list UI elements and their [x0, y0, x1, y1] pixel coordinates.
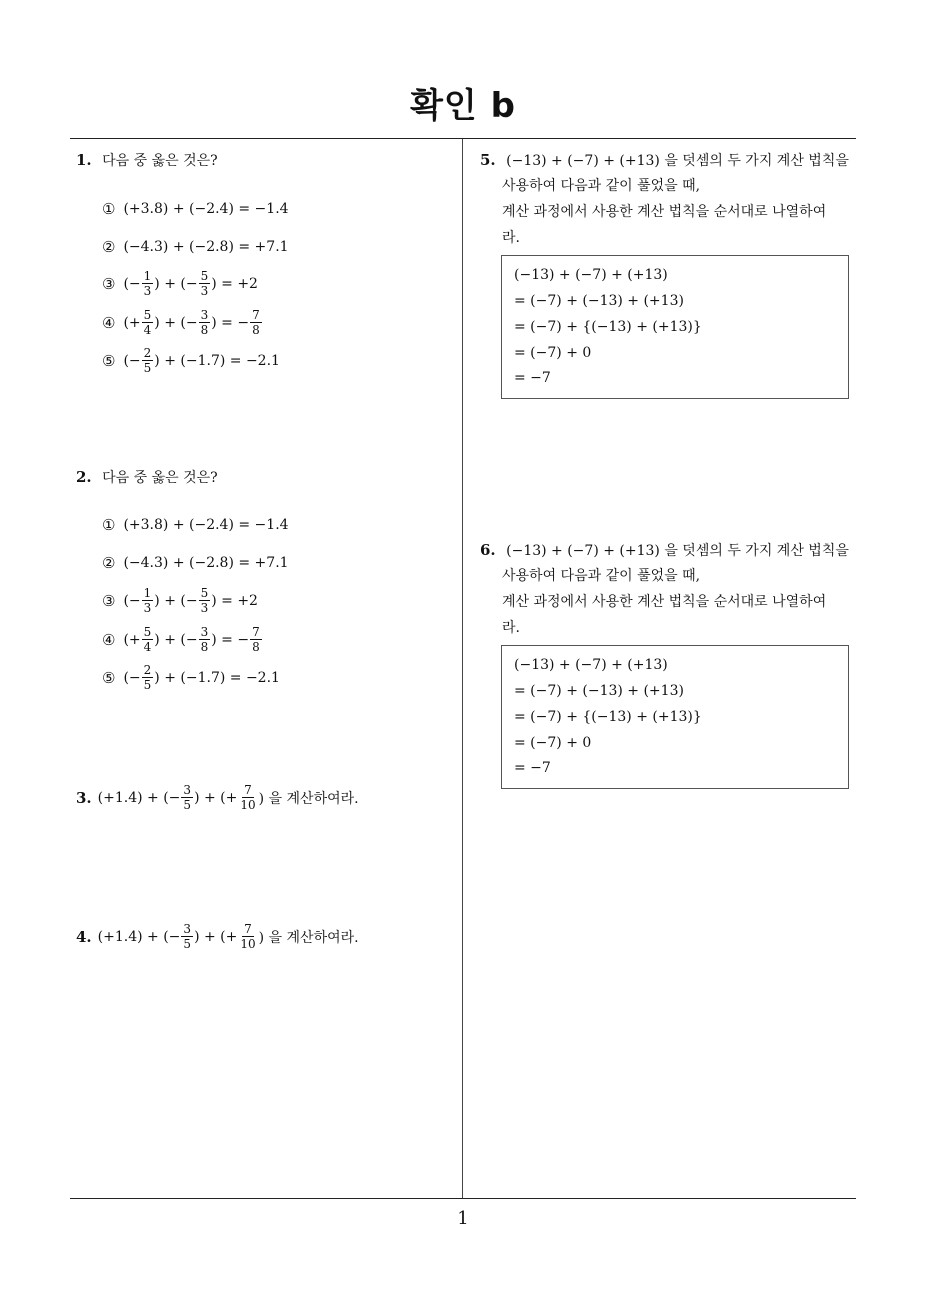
choice-expr: (−4.3) + (−2.8) = +7.1 — [123, 555, 289, 571]
fraction — [199, 587, 211, 614]
page-number: 1 — [457, 1208, 469, 1229]
denominator: 5 — [183, 937, 192, 951]
solution-step: = (−7) + {(−13) + (+13)} — [514, 709, 702, 725]
expr-part: (+1.4) + (− — [97, 789, 181, 806]
problem-3 — [76, 784, 359, 811]
solution-step: = (−7) + 0 — [514, 345, 592, 361]
choice-mark: ⑤ — [102, 668, 116, 687]
solution-box-6 — [501, 645, 849, 789]
solution-step: (−13) + (−7) + (+13) — [514, 657, 668, 673]
choice-1-2[interactable] — [102, 238, 289, 256]
solution-step: = (−7) + (−13) + (+13) — [514, 293, 684, 309]
choice-mark: ③ — [102, 274, 116, 293]
expr-part: (+ — [123, 631, 141, 648]
expr-part: ) = +2 — [211, 275, 258, 292]
problem-number: 1. — [76, 151, 92, 169]
page-title: 확인 b — [410, 86, 516, 126]
choice-mark: ② — [102, 554, 116, 572]
problem-number: 5. — [480, 151, 496, 169]
numerator: 1 — [143, 269, 152, 283]
numerator: 2 — [143, 663, 152, 677]
problem-6-line-1 — [480, 540, 849, 561]
fraction — [199, 309, 211, 336]
numerator: 7 — [244, 922, 252, 936]
numerator: 3 — [200, 308, 209, 322]
problem-4 — [76, 923, 359, 950]
choice-expr: (+3.8) + (−2.4) = −1.4 — [123, 517, 289, 533]
choice-1-4[interactable] — [102, 309, 263, 336]
denominator: 5 — [143, 678, 152, 692]
expr-part: ) 을 계산하여라. — [258, 929, 359, 946]
fraction — [238, 923, 257, 950]
denominator: 8 — [200, 640, 209, 654]
choice-mark: ① — [102, 516, 116, 534]
fraction — [238, 784, 257, 811]
denominator: 8 — [252, 640, 260, 654]
problem-5-line-3: 계산 과정에서 사용한 계산 법칙을 순서대로 나열하여 — [502, 204, 827, 220]
problem-2 — [76, 467, 218, 488]
problem-1 — [76, 150, 218, 171]
expr-part: ) 을 계산하여라. — [258, 790, 359, 807]
fraction — [181, 784, 193, 811]
problem-6-line-3: 계산 과정에서 사용한 계산 법칙을 순서대로 나열하여 — [502, 594, 827, 610]
fraction — [250, 626, 262, 653]
denominator: 5 — [143, 361, 152, 375]
expr-part: ) = +2 — [211, 592, 258, 609]
problem-text: (−13) + (−7) + (+13) 을 덧셈의 두 가지 계산 법칙을 — [506, 153, 849, 169]
problem-number: 6. — [480, 541, 496, 559]
denominator: 3 — [143, 601, 152, 615]
expr-part: ) + (+ — [194, 928, 238, 945]
expr-part: ) + (− — [154, 275, 198, 292]
expr-part: ) + (− — [154, 314, 198, 331]
problem-5-line-1 — [480, 150, 849, 171]
problem-6-line-2: 사용하여 다음과 같이 풀었을 때, — [502, 568, 701, 584]
numerator: 5 — [143, 308, 152, 322]
problem-number: 3. — [76, 788, 92, 807]
column-divider — [462, 139, 463, 1199]
expr-part: (+1.4) + (− — [97, 928, 181, 945]
fraction — [142, 626, 154, 653]
expr-part: (− — [123, 352, 141, 369]
denominator: 8 — [252, 323, 260, 337]
numerator: 5 — [143, 625, 152, 639]
denominator: 10 — [240, 798, 256, 812]
fraction — [181, 923, 193, 950]
solution-step: = −7 — [514, 760, 551, 776]
fraction — [250, 309, 262, 336]
numerator: 3 — [183, 922, 192, 936]
denominator: 3 — [200, 601, 209, 615]
choice-2-5[interactable] — [102, 664, 280, 691]
numerator: 7 — [252, 625, 260, 639]
denominator: 3 — [200, 284, 209, 298]
denominator: 3 — [143, 284, 152, 298]
numerator: 7 — [244, 783, 252, 797]
numerator: 3 — [183, 783, 192, 797]
numerator: 3 — [200, 625, 209, 639]
numerator: 5 — [200, 269, 209, 283]
choice-expr: (−4.3) + (−2.8) = +7.1 — [123, 239, 289, 255]
denominator: 8 — [200, 323, 209, 337]
choice-mark: ④ — [102, 313, 116, 332]
solution-step: = (−7) + (−13) + (+13) — [514, 683, 684, 699]
choice-mark: ② — [102, 238, 116, 256]
choice-1-5[interactable] — [102, 347, 280, 374]
problem-5-line-2: 사용하여 다음과 같이 풀었을 때, — [502, 178, 701, 194]
fraction — [142, 587, 154, 614]
problem-5-line-4: 라. — [502, 230, 520, 246]
denominator: 4 — [143, 323, 152, 337]
choice-2-4[interactable] — [102, 626, 263, 653]
choice-mark: ③ — [102, 591, 116, 610]
solution-box-5 — [501, 255, 849, 399]
problem-6-line-4: 라. — [502, 620, 520, 636]
header-rule — [70, 138, 856, 139]
problem-number: 2. — [76, 468, 92, 486]
numerator: 1 — [143, 586, 152, 600]
denominator: 4 — [143, 640, 152, 654]
fraction — [142, 664, 154, 691]
expr-part: (− — [123, 275, 141, 292]
expr-part: ) = − — [211, 631, 250, 648]
choice-2-2[interactable] — [102, 554, 289, 572]
choice-mark: ① — [102, 200, 116, 218]
choice-1-3[interactable] — [102, 270, 258, 297]
solution-step: = (−7) + 0 — [514, 735, 592, 751]
fraction — [142, 270, 154, 297]
expr-part: ) + (− — [154, 592, 198, 609]
choice-2-1[interactable] — [102, 516, 289, 534]
problem-text: (−13) + (−7) + (+13) 을 덧셈의 두 가지 계산 법칙을 — [506, 543, 849, 559]
fraction — [199, 626, 211, 653]
denominator: 5 — [183, 798, 192, 812]
choice-1-1[interactable] — [102, 200, 289, 218]
problem-question: 다음 중 옳은 것은? — [102, 470, 218, 486]
expr-part: ) + (− — [154, 631, 198, 648]
numerator: 7 — [252, 308, 260, 322]
expr-part: (− — [123, 669, 141, 686]
expr-part: ) + (−1.7) = −2.1 — [154, 669, 280, 686]
fraction — [142, 347, 154, 374]
solution-step: = −7 — [514, 370, 551, 386]
solution-step: (−13) + (−7) + (+13) — [514, 267, 668, 283]
choice-expr: (+3.8) + (−2.4) = −1.4 — [123, 201, 289, 217]
expr-part: ) = − — [211, 314, 250, 331]
solution-step: = (−7) + {(−13) + (+13)} — [514, 319, 702, 335]
expr-part: ) + (+ — [194, 789, 238, 806]
expr-part: (+ — [123, 314, 141, 331]
choice-mark: ⑤ — [102, 351, 116, 370]
footer-rule — [70, 1198, 856, 1199]
numerator: 5 — [200, 586, 209, 600]
problem-question: 다음 중 옳은 것은? — [102, 153, 218, 169]
expr-part: (− — [123, 592, 141, 609]
choice-mark: ④ — [102, 630, 116, 649]
expr-part: ) + (−1.7) = −2.1 — [154, 352, 280, 369]
fraction — [199, 270, 211, 297]
numerator: 2 — [143, 346, 152, 360]
denominator: 10 — [240, 937, 256, 951]
fraction — [142, 309, 154, 336]
problem-number: 4. — [76, 927, 92, 946]
choice-2-3[interactable] — [102, 587, 258, 614]
